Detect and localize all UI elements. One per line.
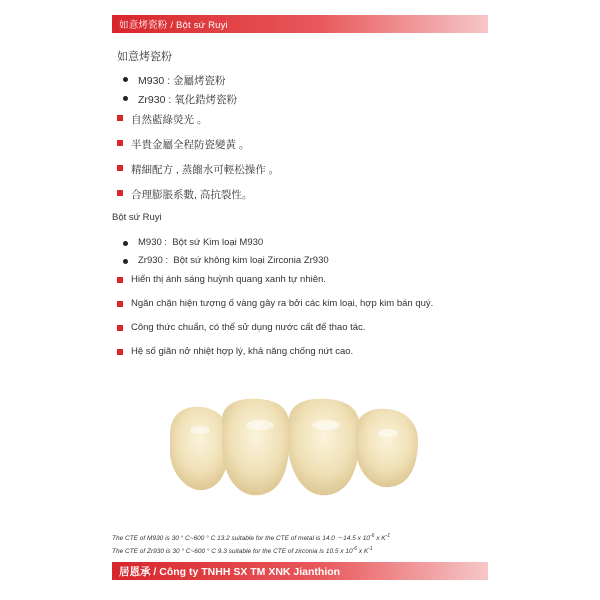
feature-text: Ngăn chặn hiện tượng ố vàng gây ra bởi các kim loại, hợp kim bán quý.	[131, 298, 434, 309]
tooth-highlight	[378, 429, 398, 437]
product-name: 氧化鋯烤瓷粉	[174, 94, 238, 106]
red-square-icon	[117, 301, 123, 307]
feature-text: 精細配方 , 蒸餾水可輕松操作 。	[131, 164, 280, 176]
red-square-icon	[117, 165, 123, 171]
product-name: Bột sứ không kim loại Zirconia Zr930	[173, 255, 329, 266]
cte-exponent: -6	[352, 546, 358, 552]
feature-text: Công thức chuẩn, có thể sử dụng nước cất để thao tác.	[131, 322, 366, 333]
tooth-left-center	[222, 399, 290, 496]
feature-text: 合理膨脹系數, 高抗裂性。	[131, 189, 253, 201]
list-item	[123, 73, 237, 92]
red-square-icon	[117, 325, 123, 331]
cte-unit-exponent: -1	[385, 533, 391, 539]
cte-note-m930	[112, 533, 390, 542]
bullet-dot-icon	[123, 241, 128, 246]
product-name: 金屬烤瓷粉	[173, 75, 226, 87]
feature-item	[117, 346, 433, 370]
cte-text: The CTE of M930 is 30 ° C~600 ° C 13.2 suitable for the CTE of metal is 14.0 ～14.5 x 10	[112, 535, 370, 543]
cte-note-zr930	[112, 546, 373, 555]
bullet-dot-icon	[123, 77, 128, 82]
list-item	[123, 92, 237, 111]
footer-company: 居恩承 / Công ty TNHH SX TM XNK Jianthion	[119, 566, 341, 578]
zh-product-list	[123, 73, 237, 111]
product-name: Bột sứ Kim loại M930	[172, 237, 264, 248]
feature-text: Hiển thị ánh sáng huỳnh quang xanh tự nhiên.	[131, 274, 326, 285]
cte-text: The CTE of Zr930 is 30 ° C~600 ° C 9.3 suitable for the CTE of zirconia is 10.5 x 10	[112, 548, 353, 556]
red-square-icon	[117, 115, 123, 121]
bullet-dot-icon	[123, 96, 128, 101]
vi-product-list	[123, 237, 329, 273]
tooth-right-center	[288, 399, 360, 496]
cte-unit-exponent: -1	[368, 546, 373, 552]
product-code: Zr930 :	[138, 94, 172, 106]
red-square-icon	[117, 277, 123, 283]
feature-text: 半貴金屬全程防瓷變黃 。	[131, 139, 250, 151]
list-item	[123, 255, 329, 273]
cte-unit: x K	[357, 548, 369, 556]
red-square-icon	[117, 140, 123, 146]
header-bar	[112, 15, 488, 33]
feature-item	[117, 187, 279, 212]
bullet-dot-icon	[123, 259, 128, 264]
feature-text: Hệ số giãn nở nhiệt hợp lý, khả năng chống nứt cao.	[131, 346, 354, 357]
footer-bar	[112, 562, 488, 580]
tooth-right-outer	[356, 409, 418, 487]
tooth-highlight	[190, 426, 210, 434]
feature-item	[117, 112, 279, 137]
red-square-icon	[117, 349, 123, 355]
dental-bridge-image	[160, 395, 450, 505]
tooth-left-outer	[170, 407, 230, 490]
zh-feature-list	[117, 112, 279, 212]
feature-item	[117, 274, 433, 298]
vi-section-heading: Bột sứ Ruyi	[112, 212, 162, 223]
product-code: M930 :	[138, 75, 171, 87]
zh-section-heading: 如意烤瓷粉	[117, 51, 172, 63]
product-code: Zr930 :	[138, 255, 169, 266]
cte-unit: x K	[374, 535, 386, 543]
feature-item	[117, 298, 433, 322]
list-item	[123, 237, 329, 255]
feature-item	[117, 137, 279, 162]
feature-text: 自然藍綠熒光 。	[131, 114, 208, 126]
vi-feature-list	[117, 274, 433, 370]
tooth-highlight	[312, 420, 340, 430]
header-title: 如意烤瓷粉 / Bột sứ Ruyi	[119, 20, 228, 31]
feature-item	[117, 162, 279, 187]
cte-exponent: -6	[369, 533, 375, 539]
red-square-icon	[117, 190, 123, 196]
feature-item	[117, 322, 433, 346]
product-code: M930 :	[138, 237, 168, 248]
tooth-highlight	[246, 420, 274, 430]
